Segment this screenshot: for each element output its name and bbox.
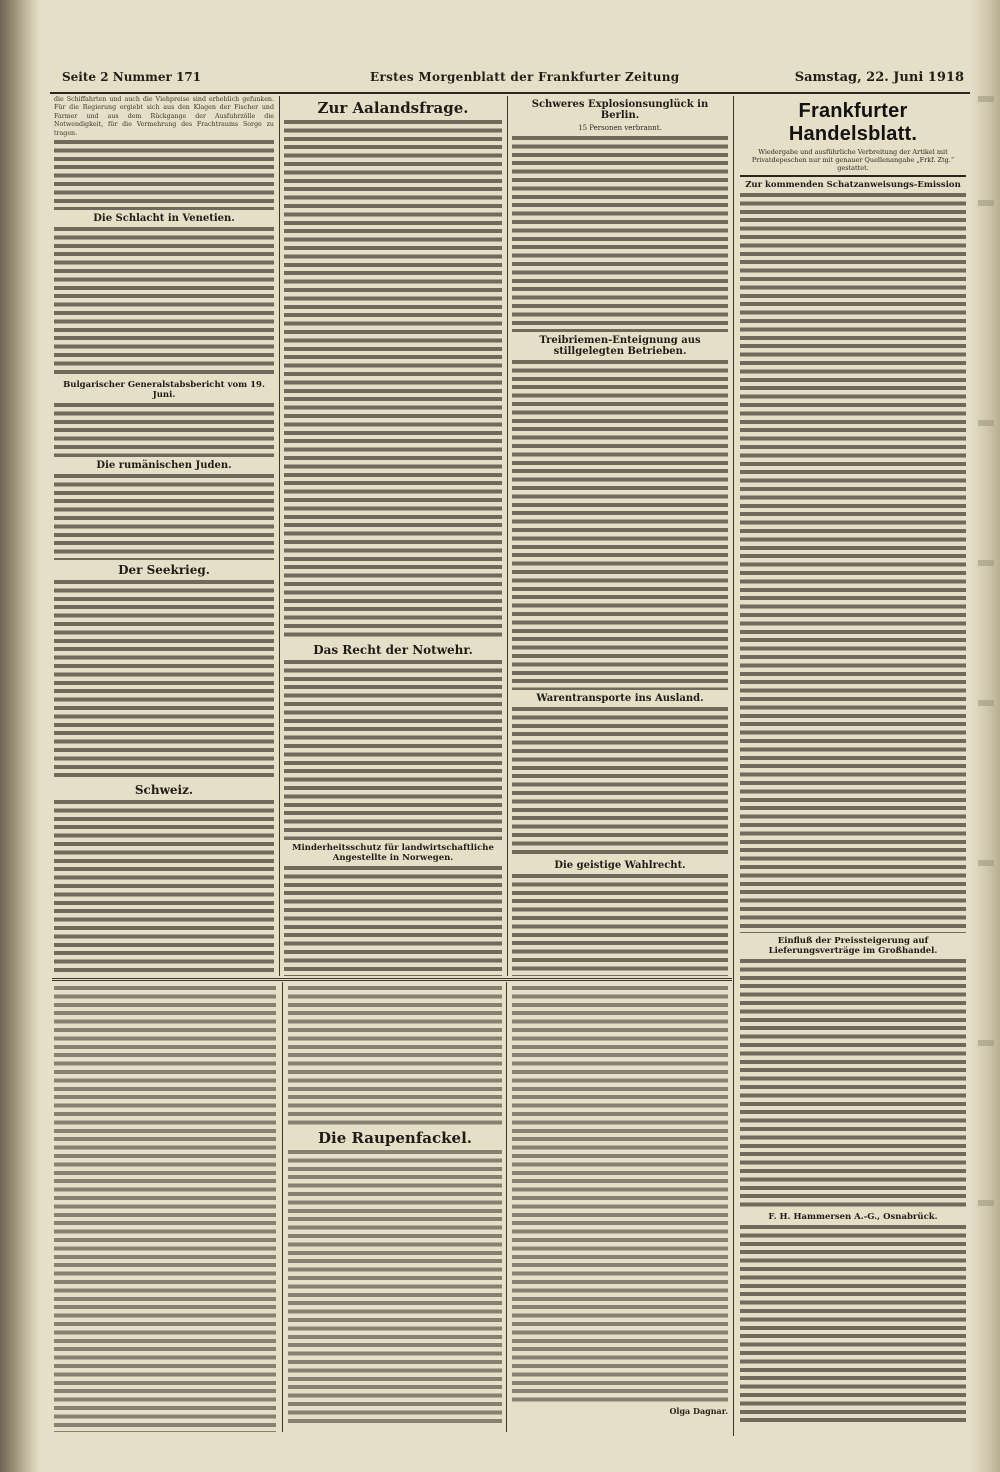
text-block: [740, 959, 966, 1209]
text-block: [512, 707, 728, 857]
headline-notwehr: Das Recht der Notwehr.: [313, 643, 473, 657]
headline-aalandsfrage: Zur Aalandsfrage.: [317, 99, 469, 117]
text-block: [54, 227, 274, 377]
column-3: [512, 96, 728, 976]
author-signature: Olga Dagnar.: [669, 1406, 728, 1416]
headline-bulgarischer: Bulgarischer Generalstabsbericht vom 19. Juni.: [63, 380, 265, 401]
text-block: [512, 136, 728, 332]
newspaper-name: Erstes Morgenblatt der Frankfurter Zeitung: [370, 70, 680, 84]
column-1: [54, 96, 274, 976]
subheadline-personen: 15 Personen verbrannt.: [578, 124, 662, 132]
text-block: [740, 1225, 966, 1425]
headline-schlacht: Die Schlacht in Venetien.: [93, 213, 235, 225]
text-block: [54, 800, 274, 976]
feuilleton-col-2: [288, 986, 502, 1432]
headline-preissteigerung: Einfluß der Preissteigerung auf Lieferungsverträge im Großhandel.: [768, 936, 938, 956]
feuilleton-col-3: [512, 986, 728, 1432]
text-block: [512, 986, 728, 1406]
text-block: [284, 120, 502, 640]
running-head: [50, 64, 970, 94]
text-block: [284, 660, 502, 840]
text-block: [54, 403, 274, 457]
headline-explosionsunglueck: Schweres Explosionsunglück in Berlin.: [531, 99, 709, 121]
column-handelsblatt: [740, 96, 966, 1436]
article-intro: die Schiffahrten und auch die Viehpreise sind erheblich gefunken. Für die Regierung ergiebt sich aus den Klagen der Fischer und Farmer und aus dem Rückgange der Ausfuhrzölle die Notwendigkeit, für die Vermehrung des Frachtraums Sorge zu tragen.: [54, 96, 274, 137]
text-block: [284, 866, 502, 976]
feuilleton-col-1: [54, 986, 276, 1432]
text-block: [54, 580, 274, 780]
text-block: [740, 193, 966, 933]
text-block: [54, 474, 274, 560]
text-block: [54, 986, 276, 1432]
headline-hammersen: F. H. Hammersen A.-G., Osnabrück.: [768, 1212, 938, 1222]
page-number: Seite 2 Nummer 171: [62, 70, 202, 84]
headline-raupenfackel: Die Raupenfackel.: [317, 1129, 472, 1147]
page-binding: [0, 0, 40, 1472]
column-2: [284, 96, 502, 976]
next-page-edge: [970, 0, 1000, 1472]
text-block: [288, 1150, 502, 1424]
text-block: [512, 874, 728, 976]
headline-wahlrecht: Die geistige Wahlrecht.: [554, 860, 686, 871]
headline-juden: Die rumänischen Juden.: [96, 460, 232, 472]
headline-seekrieg: Der Seekrieg.: [118, 563, 210, 578]
text-block: [288, 986, 502, 1126]
text-block: [54, 140, 274, 210]
handelsblatt-masthead: Frankfurter Handelsblatt.: [788, 100, 918, 145]
headline-warentransporte: Warentransporte ins Ausland.: [536, 693, 704, 704]
issue-date: Samstag, 22. Juni 1918: [794, 70, 964, 85]
headline-minderheitsschutz: Minderheitsschutz für landwirtschaftliche Angestellte in Norwegen.: [292, 843, 494, 863]
text-block: [512, 360, 728, 690]
headline-schatzanweisungs: Zur kommenden Schatzanweisungs-Emission: [745, 180, 961, 190]
headline-schweiz: Schweiz.: [134, 783, 194, 798]
headline-treibriemen: Treibriemen-Enteignung aus stillgelegten Betrieben.: [539, 335, 701, 357]
handelsblatt-subline: Wiedergabe und ausführliche Verbreitung der Artikel mit Privatdepeschen nur mit genauer Quellenangabe „Frkf. Ztg.“ gestattet.: [751, 148, 955, 172]
